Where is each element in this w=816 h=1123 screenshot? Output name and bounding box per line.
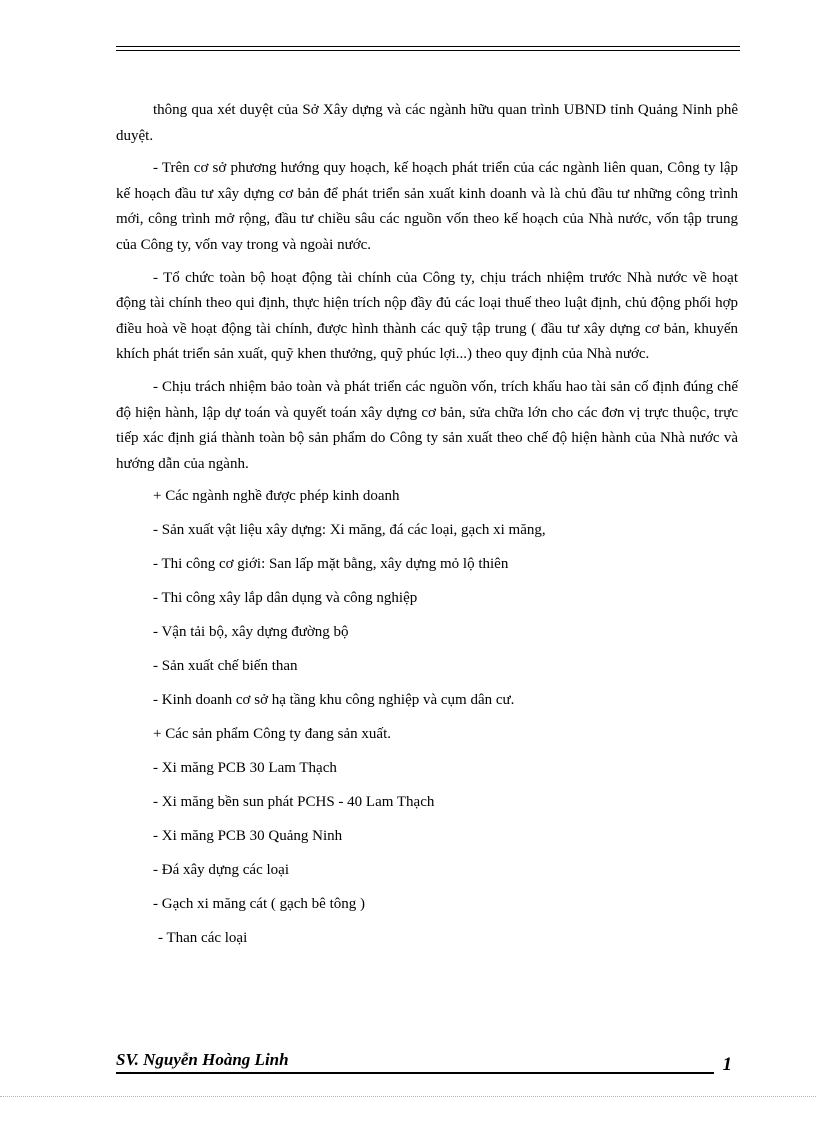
page-number: 1 [722, 1054, 732, 1075]
paragraph: - Tổ chức toàn bộ hoạt động tài chính của Công ty, chịu trách nhiệm trước Nhà nước về hoạt động tài chính theo qui định, thực hiện trích nộp đầy đủ các loại thuế theo luật định, chủ động phối hợp điều hoà về hoạt động tài chính, được hình thành các quỹ tập trung ( đầu tư xây dựng cơ bản, khuyến khích phát triển sản xuất, quỹ khen thưởng, quỹ phúc lợi...) theo quy định của Nhà nước. [116, 269, 738, 363]
footer-rule [116, 1072, 714, 1074]
list-item: - Xi măng PCB 30 Quảng Ninh [153, 828, 343, 845]
footer-author: SV. Nguyễn Hoàng Linh [116, 1050, 289, 1069]
page-footer [116, 1050, 738, 1080]
list-item: - Đá xây dựng các loại [153, 862, 289, 879]
document-body [116, 98, 738, 960]
list-item: - Xi măng bền sun phát PCHS - 40 Lam Thạch [153, 794, 435, 811]
list-item: - Gạch xi măng cát ( gạch bê tông ) [153, 896, 365, 913]
list-item: - Sản xuất chế biến than [153, 658, 298, 675]
list-item: - Xi măng PCB 30 Lam Thạch [153, 760, 337, 777]
list-item: - Than các loại [158, 930, 248, 947]
section-heading-business-lines: + Các ngành nghề được phép kinh doanh [153, 488, 400, 505]
list-item: - Thi công cơ giới: San lấp mặt bằng, xây dựng mỏ lộ thiên [153, 556, 509, 573]
header-double-rule [116, 46, 740, 51]
page-edge-dotted-line [0, 1096, 816, 1097]
list-item: - Sản xuất vật liệu xây dựng: Xi măng, đá các loại, gạch xi măng, [153, 522, 546, 539]
list-item: - Vận tải bộ, xây dựng đường bộ [153, 624, 349, 641]
paragraph: thông qua xét duyệt của Sở Xây dựng và các ngành hữu quan trình UBND tỉnh Quảng Ninh phê duyệt. [116, 102, 738, 144]
paragraph: - Trên cơ sở phương hướng quy hoạch, kế hoạch phát triển của các ngành liên quan, Công ty lập kế hoạch đầu tư xây dựng cơ bản để phát triển sản xuất kinh doanh và là chủ đầu tư những công trình mới, công trình mở rộng, đầu tư chiều sâu các nguồn vốn theo kế hoạch của Nhà nước, vốn tập trung của Công ty, vốn vay trong và ngoài nước. [116, 160, 738, 253]
section-heading-products: + Các sản phẩm Công ty đang sản xuất. [153, 726, 392, 743]
list-item: - Kinh doanh cơ sở hạ tầng khu công nghiệp và cụm dân cư. [153, 692, 515, 709]
paragraph: - Chịu trách nhiệm bảo toàn và phát triển các nguồn vốn, trích khấu hao tài sản cố định đúng chế độ hiện hành, lập dự toán và quyết toán xây dựng cơ bản, sửa chữa lớn cho các đơn vị trực thuộc, trực tiếp xác định giá thành toàn bộ sản phẩm do Công ty sản xuất theo chế độ hiện hành của Nhà nước và hướng dẫn của ngành. [116, 378, 738, 472]
list-item: - Thi công xây lắp dân dụng và công nghiệp [153, 590, 418, 607]
